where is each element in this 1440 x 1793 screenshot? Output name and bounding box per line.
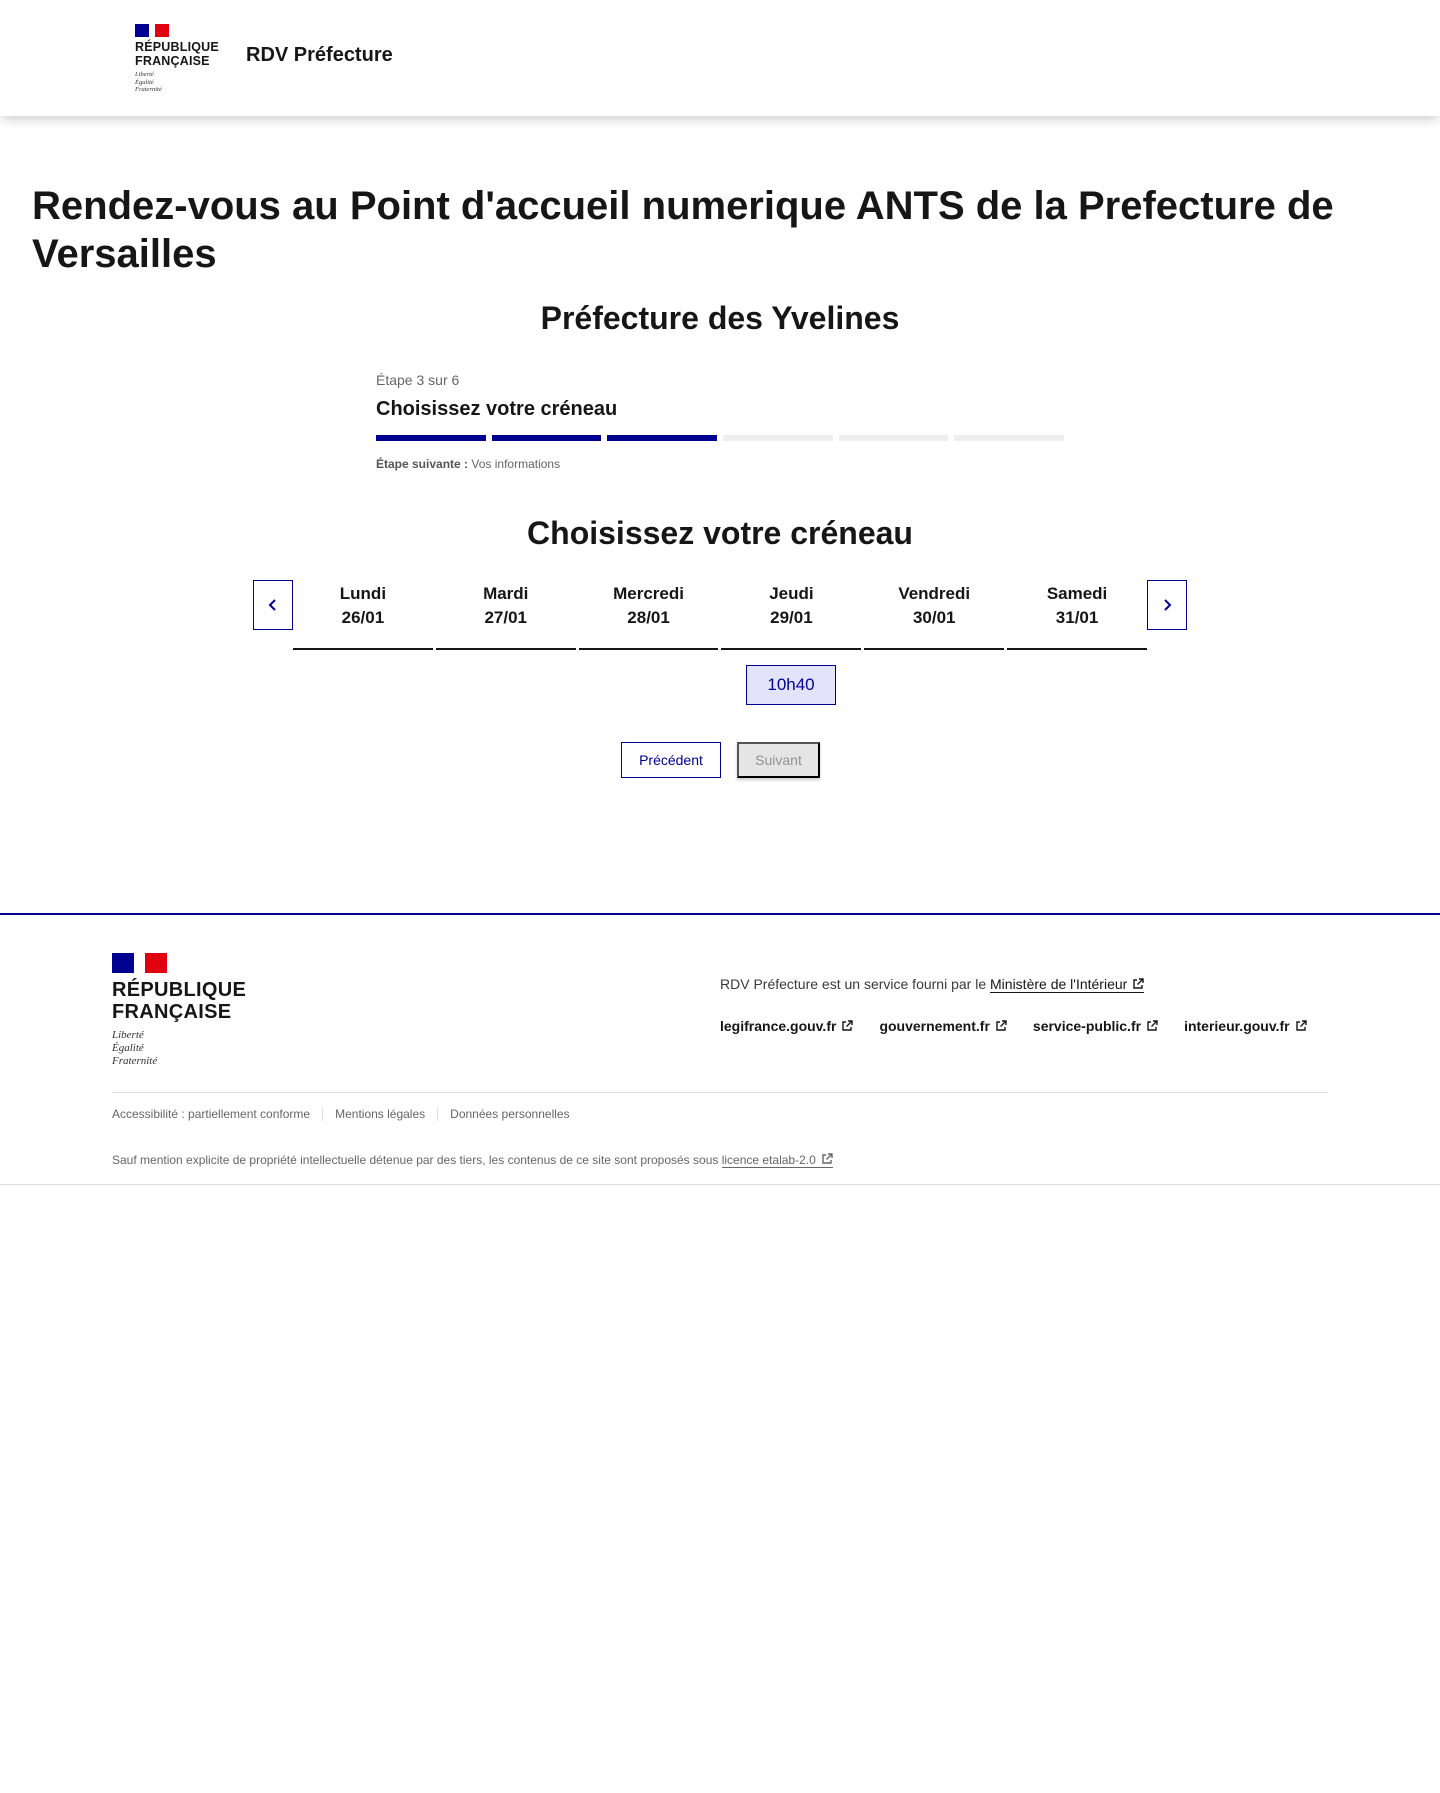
previous-week-button[interactable] [253,580,293,630]
footer-links [720,1018,1307,1034]
footer-licence: Sauf mention explicite de propriété intellectuelle détenue par des tiers, les contenus de ce site sont proposés sous licence etalab-2.0 [112,1153,833,1167]
footer-description: RDV Préfecture est un service fourni par le Ministère de l'Intérieur [720,976,1144,992]
step-next: Étape suivante : Vos informations [376,457,561,471]
previous-button[interactable]: Précédent [621,742,721,778]
day-column: Vendredi 30/01 [864,580,1004,650]
chevron-right-icon [1160,598,1174,612]
step-bar-5 [839,435,949,441]
step-bar-6 [954,435,1064,441]
day-columns [293,580,1147,650]
footer-link-interieur[interactable]: interieur.gouv.fr [1184,1018,1307,1034]
legal-mentions-link[interactable]: Mentions légales [322,1107,437,1121]
external-link-icon [1146,1020,1158,1032]
page-title: Rendez-vous au Point d'accueil numerique ANTS de la Prefecture de Versailles [32,184,1334,276]
step-title: Choisissez votre créneau [376,398,618,420]
site-footer [0,913,1440,1185]
footer-link-legifrance[interactable]: legifrance.gouv.fr [720,1018,853,1034]
next-button[interactable]: Suivant [737,742,820,778]
step-bar-2 [492,435,602,441]
footer-republique-francaise-logo[interactable] [112,953,272,1068]
step-bar-4 [723,435,833,441]
licence-link[interactable]: licence etalab-2.0 [722,1153,833,1168]
footer-link-service-public[interactable]: service-public.fr [1033,1018,1158,1034]
footer-logo-motto: Liberté Égalité Fraternité [112,1029,158,1067]
step-state: Étape 3 sur 6 [376,372,460,388]
section-title: Choisissez votre créneau [527,515,913,551]
republique-francaise-logo[interactable] [135,24,219,94]
logo-title: RÉPUBLIQUE FRANÇAISE [135,40,219,68]
footer-divider [112,1092,1328,1093]
external-link-icon [821,1153,833,1165]
step-progress-bars [376,435,1064,441]
ministere-link[interactable]: Ministère de l'Intérieur [990,976,1144,993]
day-column: Jeudi 29/01 [721,580,861,650]
external-link-icon [1132,978,1144,990]
accessibility-link[interactable]: Accessibilité : partiellement conforme [112,1107,311,1121]
external-link-icon [841,1020,853,1032]
personal-data-link[interactable]: Données personnelles [437,1107,581,1121]
footer-link-gouvernement[interactable]: gouvernement.fr [879,1018,1006,1034]
page-subtitle: Préfecture des Yvelines [540,300,900,336]
footer-bottom-links [112,1107,582,1121]
step-bar-1 [376,435,486,441]
logo-motto: Liberté Égalité Fraternité [135,71,162,93]
step-bar-3 [607,435,717,441]
time-slot-button[interactable]: 10h40 [746,665,836,705]
marianne-flag-icon [112,953,167,973]
marianne-flag-icon [135,24,169,37]
day-column: Mercredi 28/01 [579,580,719,650]
external-link-icon [1295,1020,1307,1032]
service-title[interactable]: RDV Préfecture [246,44,393,66]
chevron-left-icon [266,598,280,612]
footer-logo-title: RÉPUBLIQUE FRANÇAISE [112,979,247,1023]
day-column: Mardi 27/01 [436,580,576,650]
site-header [0,0,1440,116]
stepper [376,372,1064,471]
next-week-button[interactable] [1147,580,1187,630]
day-column: Lundi 26/01 [293,580,433,650]
external-link-icon [995,1020,1007,1032]
day-column: Samedi 31/01 [1007,580,1147,650]
